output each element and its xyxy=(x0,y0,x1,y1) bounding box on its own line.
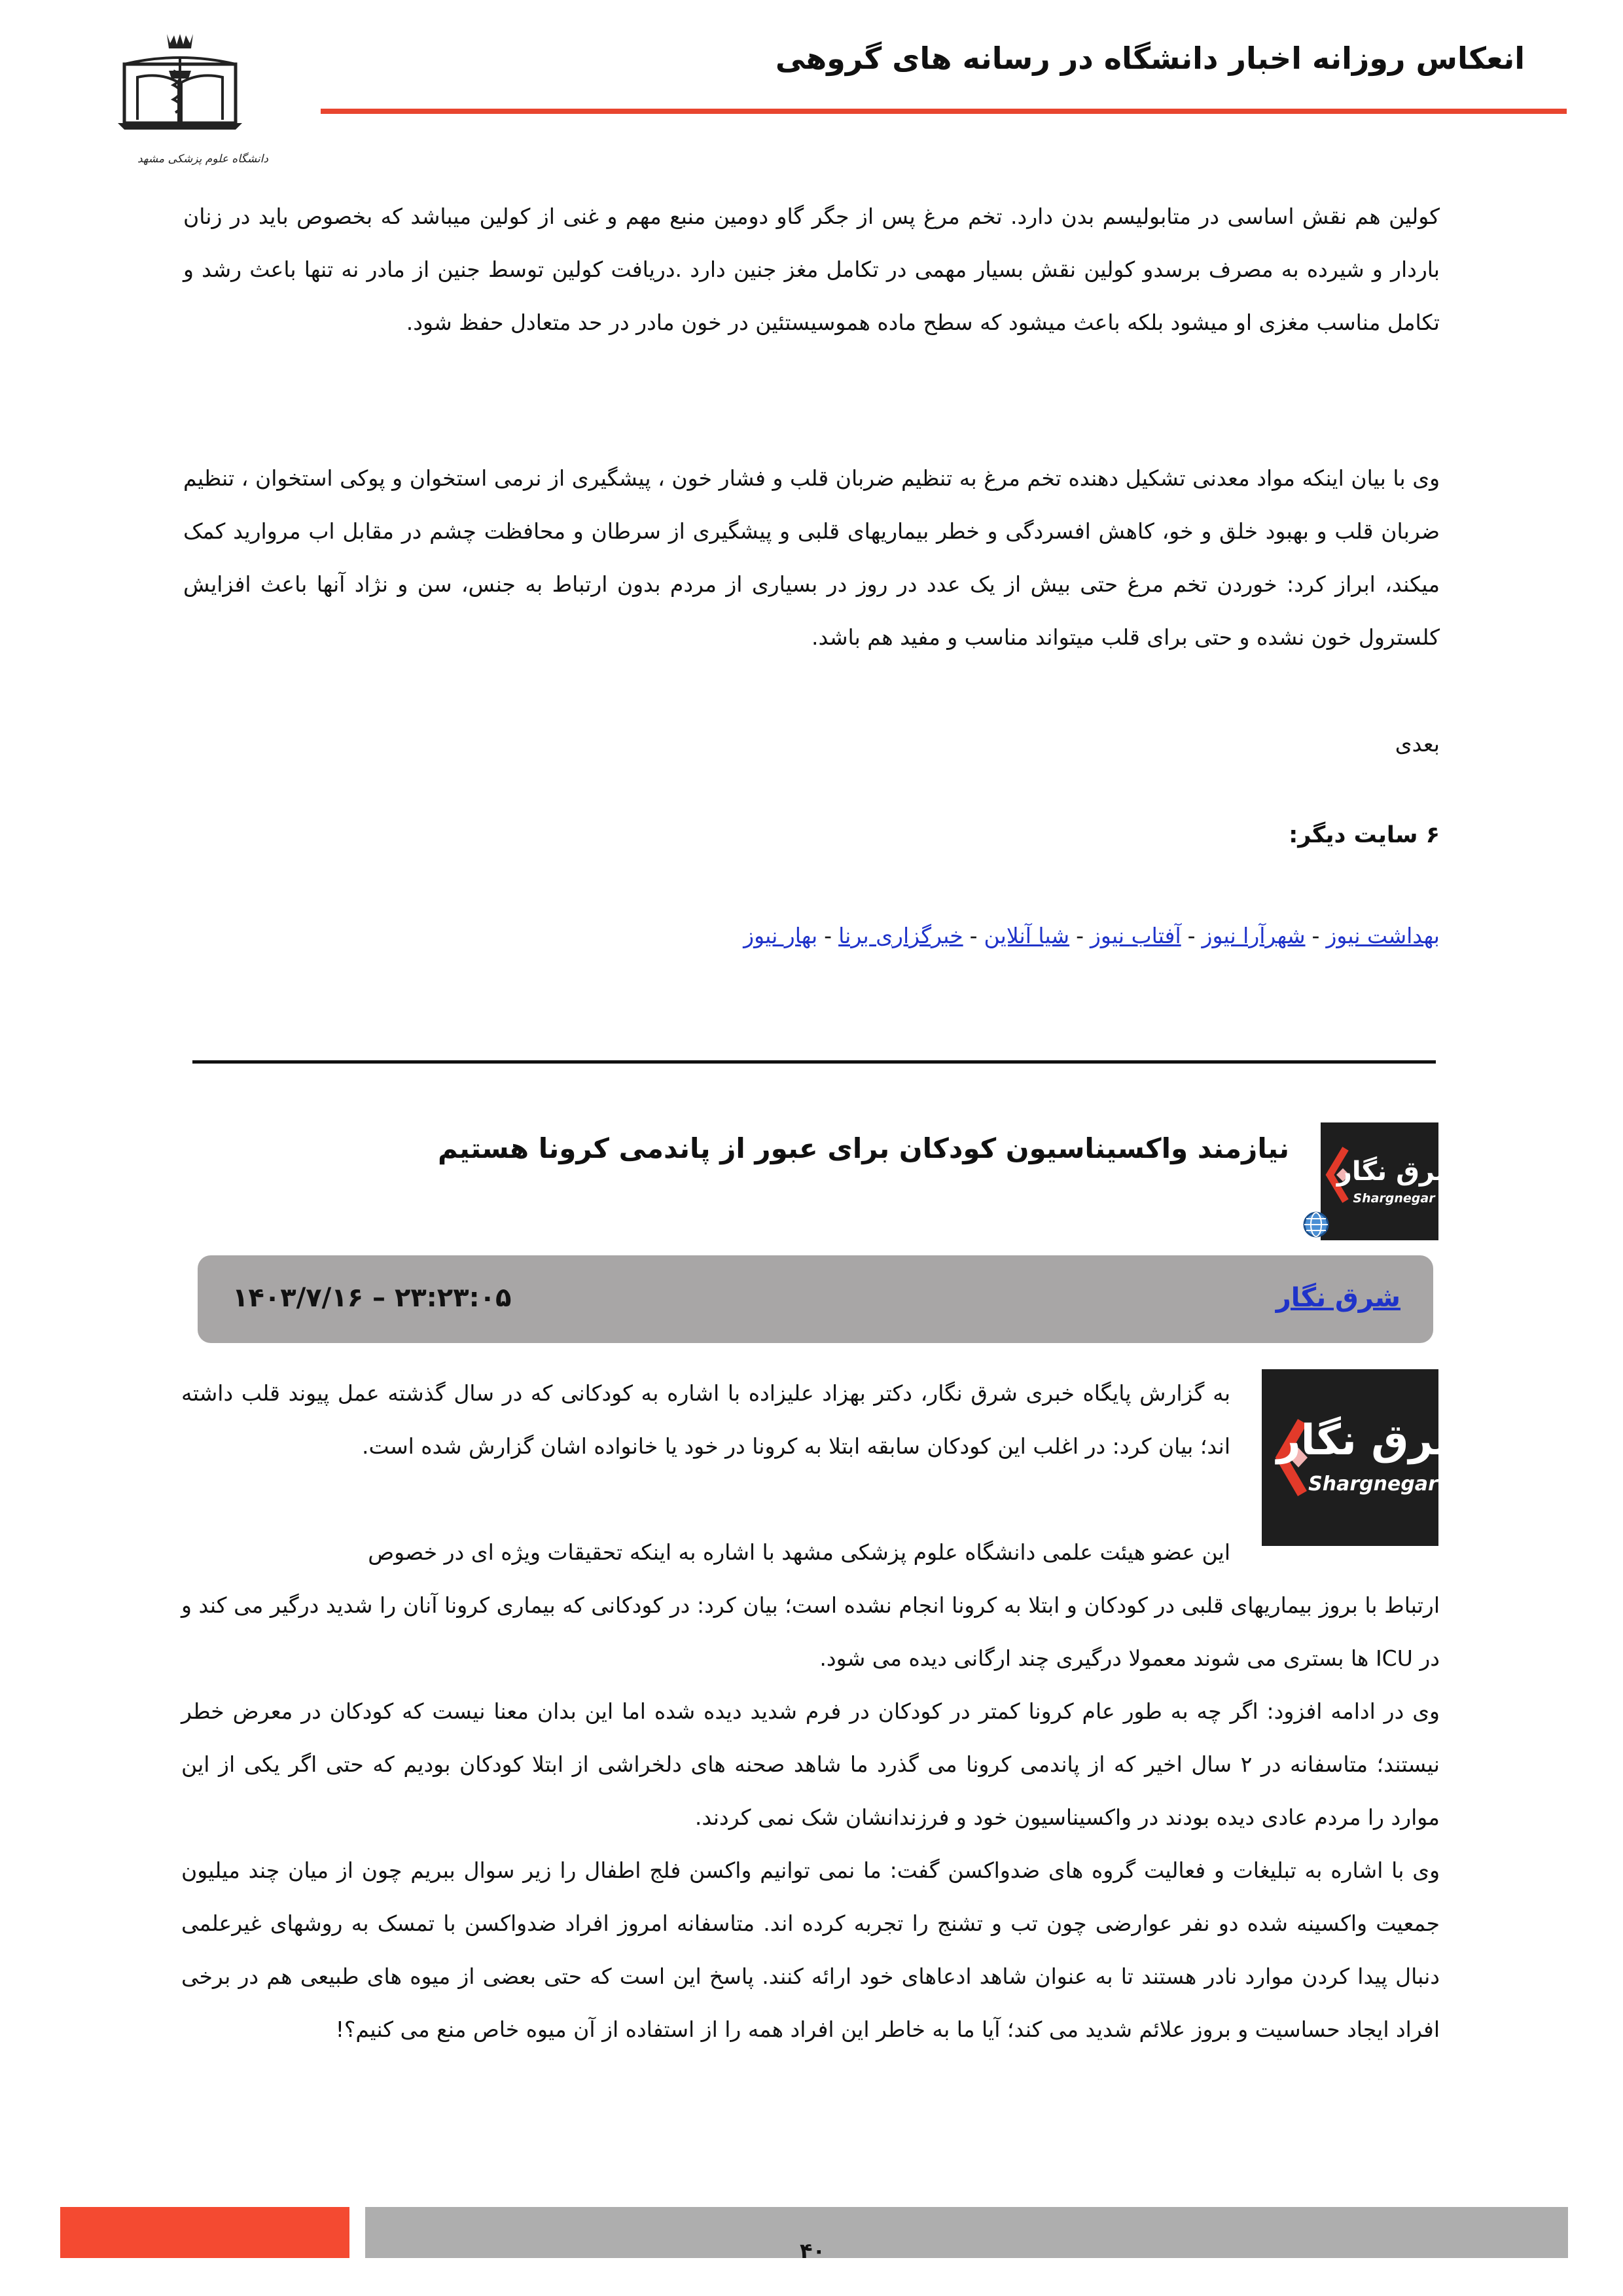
article-paragraph-lead: این عضو هیئت علمی دانشگاه علوم پزشکی مشهد با اشاره به اینکه تحقیقات ویژه ای در خصوص xyxy=(368,1539,1230,1565)
link-separator: - xyxy=(1311,923,1320,948)
university-logo-icon xyxy=(105,31,268,169)
footer-accent-bar xyxy=(60,2207,349,2258)
section-divider xyxy=(192,1060,1436,1064)
article-source-link[interactable]: شرق نگار xyxy=(1275,1283,1400,1313)
site-link-shahrara-news[interactable]: شهرآرا نیوز xyxy=(1202,923,1306,948)
article-source-logo-image xyxy=(1262,1369,1476,1546)
other-sites-heading: ۶ سایت دیگر: xyxy=(1289,822,1440,848)
site-link-shia-online[interactable]: شیا آنلاین xyxy=(984,923,1070,948)
logo-text-latin: Shargnegar xyxy=(1353,1191,1435,1206)
site-link-bahar-news[interactable]: بهار نیوز xyxy=(743,923,818,948)
site-link-aftab-news[interactable]: آفتاب نیوز xyxy=(1090,923,1181,948)
link-separator: - xyxy=(1187,923,1196,948)
logo-text-latin: Shargnegar xyxy=(1308,1473,1438,1496)
page-header-title: انعکاس روزانه اخبار دانشگاه در رسانه های گروهی xyxy=(775,41,1525,76)
source-logo-thumbnail xyxy=(1321,1122,1462,1240)
link-separator: - xyxy=(1076,923,1084,948)
site-link-borna-news-agency[interactable]: خبرگزاری برنا xyxy=(838,923,963,948)
article-paragraph: وی با اشاره به تبلیغات و فعالیت گروه های ضدواکسن گفت: ما نمی توانیم واکسن فلج اطفال را زیر سوال ببریم چون از میان چند میلیون جمعیت واکسینه شده دو نفر عوارضی چون تب و تشنج را تجربه کرده اند. متاسفانه امروز افراد ضدواکسن با تمسک به روشهای غیرعلمی دنبال پیدا کردن موارد نادر هستند تا به عنوان شاهد ادعاهای خود ارائه کنند. پاسخ این است که حتی بعضی از میوه های طبیعی هم در برخی افراد ایجاد حساسیت و بروز علائم شدید می کند؛ آیا ما به خاطر این افراد همه را از استفاده از آن میوه خاص منع می کنیم؟! xyxy=(181,1857,1440,2042)
next-label: بعدی xyxy=(1395,731,1440,757)
article-paragraph: به گزارش پایگاه خبری شرق نگار، دکتر بهزاد علیزاده با اشاره به کودکانی که در سال گذشته عمل پیوند قلب داشته اند؛ بیان کرد: در اغلب این کودکان سابقه ابتلا به کرونا در خود یا خانواده اشان گزارش شده است. xyxy=(181,1380,1230,1459)
link-separator: - xyxy=(969,923,978,948)
article-paragraph: وی در ادامه افزود: اگر چه به طور عام کرونا کمتر در کودکان در فرم شدید دیده شده اما این بدان معنا نیست که کودکان در معرض خطر نیستند؛ متاسفانه در ۲ سال اخیر که از پاندمی کرونا می گذرد ما شاهد صحنه های دلخراشی از ابتلا کودکان بودیم که حتی اگر یکی از این موارد را مردم عادی دیده بودند در واکسیناسیون خود و فرزندانشان شک نمی کردند. xyxy=(181,1698,1440,1830)
site-link-behdasht-news[interactable]: بهداشت نیوز xyxy=(1326,923,1440,948)
logo-caption: دانشگاه علوم پزشکی مشهد xyxy=(137,152,268,166)
article-paragraph: ارتباط با بروز بیماریهای قلبی در کودکان و ابتلا به کرونا انجام نشده است؛ بیان کرد: در کودکانی که بیماری کرونا آنان را شدید درگیر می کند و در ICU ها بستری می شوند معمولا درگیری چند ارگانی دیده می شود. xyxy=(181,1592,1440,1671)
header-divider xyxy=(321,109,1567,114)
article-title: نیازمند واکسیناسیون کودکان برای عبور از پاندمی کرونا هستیم xyxy=(437,1132,1289,1164)
body-paragraph: وی با بیان اینکه مواد معدنی تشکیل دهنده تخم مرغ به تنظیم ضربان قلب و فشار خون ، پیشگیری از نرمی استخوان و پوکی استخوان ، تنظیم ضربان قلب و بهبود خلق و خو، کاهش افسردگی و خطر بیماریهای قلبی و پیشگیری از سرطان و محافظت چشم در مقابل اب مروارید کمک میکند، ابراز کرد: خوردن تخم مرغ حتی بیش از یک عدد در روز در بسیاری از مردم بدون ارتباط به جنس، سن و نژاد آنها باعث افزایش کلسترول خون نشده و حتی برای قلب میتواند مناسب و مفید هم باشد. xyxy=(183,465,1440,650)
link-separator: - xyxy=(824,923,832,948)
body-paragraph: کولین هم نقش اساسی در متابولیسم بدن دارد. تخم مرغ پس از جگر گاو دومین منبع مهم و غنی از کولین میباشد که بخصوص باید در زنان باردار و شیرده به مصرف برسدو کولین نقش بسیار مهمی در تکامل مغز جنین دارد .دریافت کولین توسط جنین از مادر نه تنها باعث رشد و تکامل مناسب مغزی او میشود بلکه باعث میشود که سطح ماده هموسیستئین در خون مادر در حد متعادل حفظ شود. xyxy=(183,204,1440,335)
footer-bar xyxy=(365,2207,1568,2258)
logo-text-farsi: شرق نگار xyxy=(1276,1416,1476,1465)
other-sites-links xyxy=(183,916,1440,956)
globe-icon[interactable] xyxy=(1302,1211,1330,1238)
article-body xyxy=(181,1526,1440,2056)
logo-text-farsi: شرق نگار xyxy=(1336,1157,1462,1187)
page-number: ۴۰ xyxy=(800,2238,826,2263)
article-date: ۱۴۰۳/۷/۱۶ – ۲۳:۲۳:۰۵ xyxy=(232,1283,512,1313)
